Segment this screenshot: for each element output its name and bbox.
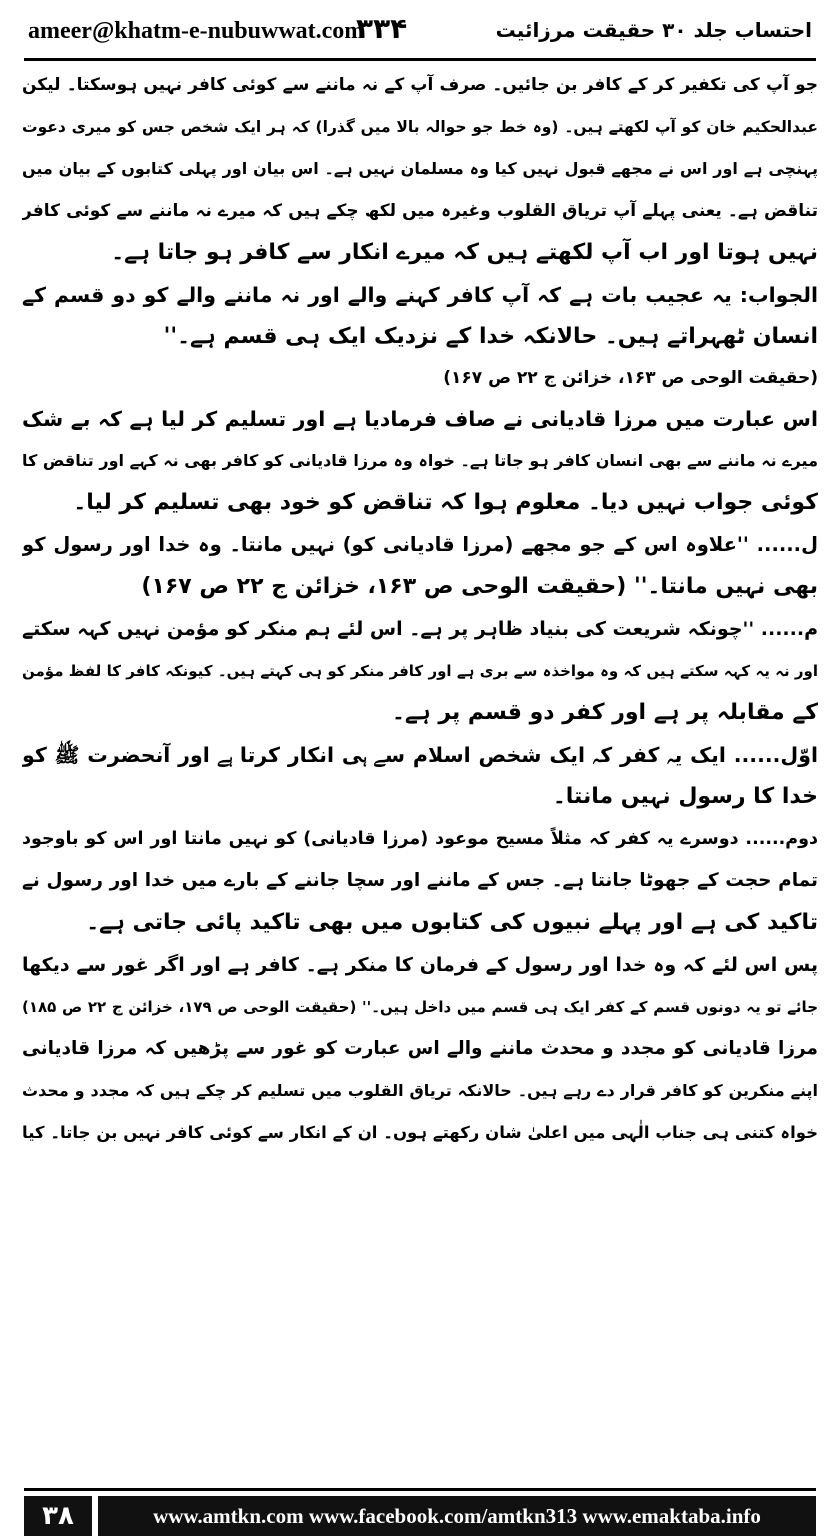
body-line: دوم...... دوسرے یہ کفر کہ مثلاً مسیح موعود (مرزا قادیانی) کو نہیں مانتا اور اس کو باوجود (22, 829, 818, 849)
footer-page-number: ۳۸ (24, 1496, 92, 1536)
page-body (22, 64, 818, 1466)
body-line: انسان ٹھہراتے ہیں۔ حالانکہ خدا کے نزدیک ایک ہی قسم ہے۔'' (163, 324, 818, 349)
reference-line: (حقیقت الوحی ص ۱۶۳، خزائن ج ۲۲ ص ۱۶۷) (443, 368, 818, 388)
header-rule (24, 58, 816, 61)
body-line: اپنے منکرین کو کافر قرار دے رہے ہیں۔ حالانکہ تریاق القلوب میں تسلیم کر چکے ہیں کہ مجدد و محدث (22, 1081, 818, 1100)
body-line: اور نہ یہ کہہ سکتے ہیں کہ وہ مواخذہ سے بری ہے اور کافر منکر کو ہی کہتے ہیں۔ کیونکہ کافر کا لفظ مؤمن (22, 662, 818, 680)
body-line: خدا کا رسول نہیں مانتا۔ (552, 784, 818, 809)
body-line: ل...... ''علاوہ اس کے جو مجھے (مرزا قادیانی کو) نہیں مانتا۔ وہ خدا اور رسول کو (22, 533, 818, 556)
body-line: مرزا قادیانی کو مجدد و محدث ماننے والے اس عبارت کو غور سے پڑھیں کہ مرزا قادیانی (22, 1038, 818, 1059)
body-line: م...... ''چونکہ شریعت کی بنیاد ظاہر پر ہے۔ اس لئے ہم منکر کو مؤمن نہیں کہہ سکتے (22, 618, 818, 640)
footer-rule (24, 1488, 816, 1491)
page-footer (0, 1488, 840, 1540)
footer-links: www.amtkn.com www.facebook.com/amtkn313 www.emaktaba.info (98, 1496, 816, 1536)
body-line: پس اس لئے کہ وہ خدا اور رسول کے فرمان کا منکر ہے۔ کافر ہے اور اگر غور سے دیکھا (22, 954, 818, 976)
header-page-number: ۳۳۴ (356, 12, 408, 45)
running-title: احتساب جلد ۳۰ حقیقت مرزائیت (495, 18, 812, 42)
body-line: تاکید کی ہے اور پہلے نبیوں کی کتابوں میں بھی تاکید پائی جاتی ہے۔ (86, 910, 818, 935)
body-line: اس عبارت میں مرزا قادیانی نے صاف فرمادیا ہے اور تسلیم کر لیا ہے کہ بے شک (22, 407, 818, 431)
body-line: الجواب: یہ عجیب بات ہے کہ آپ کافر کہنے والے اور نہ ماننے والے کو دو قسم کے (22, 283, 818, 307)
body-line: جائے تو یہ دونوں قسم کے کفر ایک ہی قسم میں داخل ہیں۔'' (حقیقت الوحی ص ۱۷۹، خزائن ج ۲۲ ص ۱۸۵) (22, 998, 818, 1016)
page-header (0, 0, 840, 60)
body-line: کوئی جواب نہیں دیا۔ معلوم ہوا کہ تناقض کو خود بھی تسلیم کر لیا۔ (73, 490, 818, 515)
body-line: پہنچی ہے اور اس نے مجھے قبول نہیں کیا وہ مسلمان نہیں ہے۔ اس بیان اور پہلی کتابوں کے بیان میں (22, 159, 818, 178)
body-line: کے مقابلہ پر ہے اور کفر دو قسم پر ہے۔ (391, 700, 818, 725)
body-line: اوّل...... ایک یہ کفر کہ ایک شخص اسلام سے ہی انکار کرتا ہے اور آنحضرت ﷺ کو (22, 743, 818, 767)
body-line: میرے نہ ماننے سے بھی انسان کافر ہو جاتا ہے۔ خواہ وہ مرزا قادیانی کو کافر بھی نہ کہے اور تناقض کا (22, 451, 818, 470)
body-line: بھی نہیں مانتا۔'' (حقیقت الوحی ص ۱۶۳، خزائن ج ۲۲ ص ۱۶۷) (141, 574, 818, 599)
body-line: تمام حجت کے جھوٹا جانتا ہے۔ جس کے ماننے اور سچا جاننے کے بارے میں خدا اور رسول نے (22, 870, 818, 891)
body-line: تناقض ہے۔ یعنی پہلے آپ تریاق القلوب وغیرہ میں لکھ چکے ہیں کہ میرے نہ ماننے سے کوئی کافر (22, 201, 818, 221)
header-email: ameer@khatm-e-nubuwwat.com (28, 18, 365, 44)
body-line: عبدالحکیم خان کو آپ لکھتے ہیں۔ (وہ خط جو حوالہ بالا میں گذرا) کہ ہر ایک شخص جس کو میری دعوت (22, 118, 818, 136)
body-line: نہیں ہوتا اور اب آپ لکھتے ہیں کہ میرے انکار سے کافر ہو جاتا ہے۔ (111, 240, 818, 265)
body-line: جو آپ کی تکفیر کر کے کافر بن جائیں۔ صرف آپ کے نہ ماننے سے کوئی کافر نہیں ہوسکتا۔ لیکن (22, 75, 818, 95)
body-line: خواہ کتنی ہی جناب الٰہی میں اعلیٰ شان رکھتے ہوں۔ ان کے انکار سے کوئی کافر نہیں بن جاتا۔ کیا (22, 1123, 818, 1142)
